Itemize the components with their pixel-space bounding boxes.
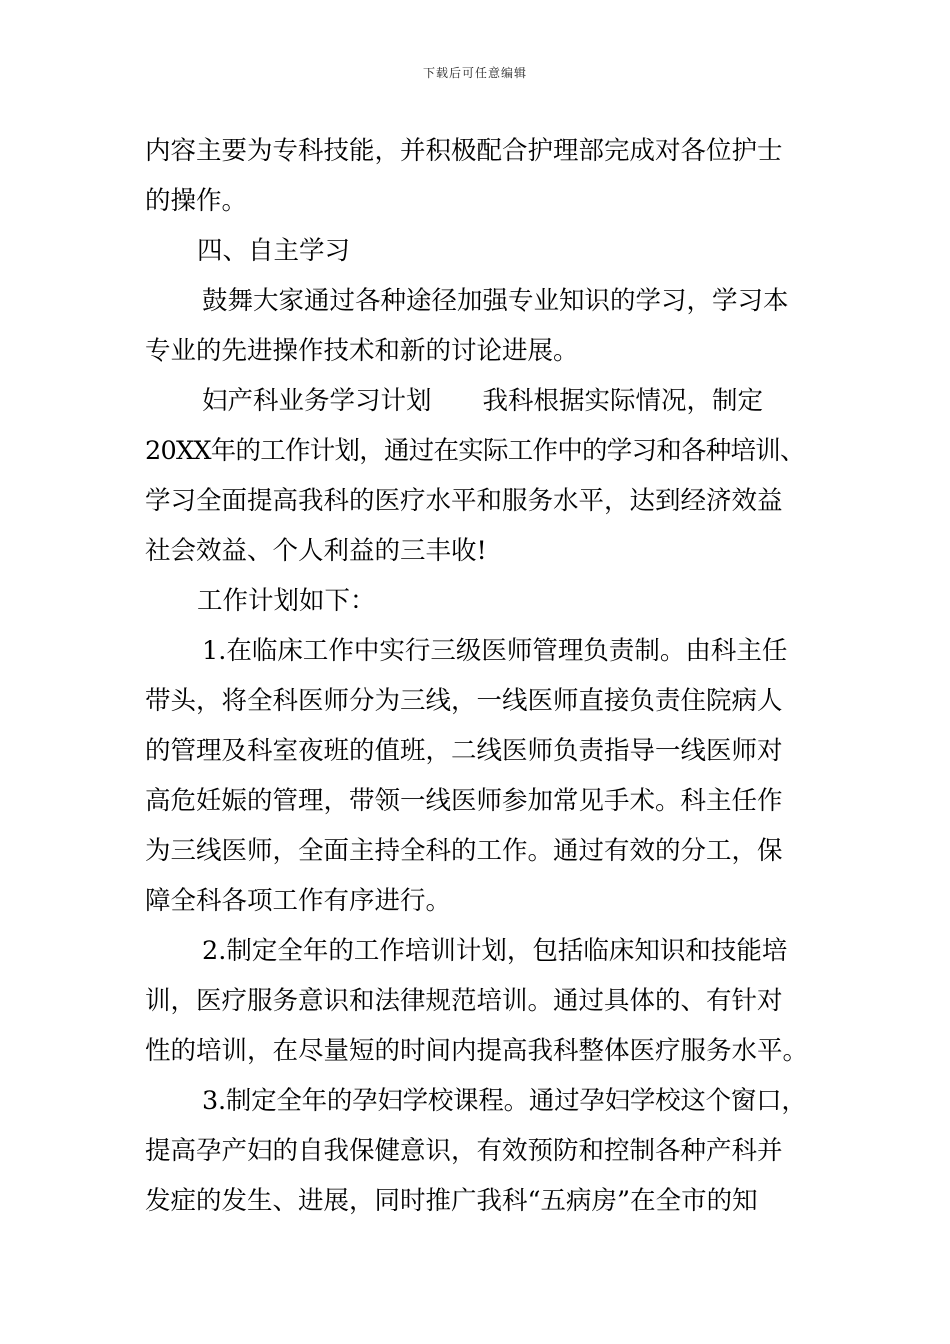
body-line: 社会效益、个人利益的三丰收!	[145, 536, 487, 566]
list-item: 1.在临床工作中实行三级医师管理负责制。由科主任	[202, 636, 788, 666]
body-line: 障全科各项工作有序进行。	[145, 886, 452, 916]
document-body	[145, 126, 810, 1226]
body-line: 妇产科业务学习计划 我科根据实际情况，制定	[202, 386, 764, 416]
body-line: 性的培训，在尽量短的时间内提高我科整体医疗服务水平。	[145, 1036, 809, 1066]
body-line: 发症的发生、进展，同时推广我科“五病房”在全市的知	[145, 1186, 758, 1216]
body-line: 带头，将全科医师分为三线，一线医师直接负责住院病人	[145, 686, 783, 716]
body-line: 20XX年的工作计划，通过在实际工作中的学习和各种培训、	[145, 436, 805, 466]
body-line: 鼓舞大家通过各种途径加强专业知识的学习，学习本	[202, 286, 789, 316]
body-line: 专业的先进操作技术和新的讨论进展。	[145, 336, 579, 366]
page-header: 下载后可任意编辑	[422, 66, 527, 80]
body-line: 为三线医师，全面主持全科的工作。通过有效的分工，保	[145, 836, 783, 866]
body-line: 工作计划如下：	[197, 586, 376, 616]
body-line: 提高孕产妇的自我保健意识，有效预防和控制各种产科并	[145, 1136, 783, 1166]
section-heading: 四、自主学习	[197, 236, 351, 266]
body-line: 高危妊娠的管理，带领一线医师参加常见手术。科主任作	[145, 786, 783, 816]
body-line: 的管理及科室夜班的值班，二线医师负责指导一线医师对	[145, 736, 783, 766]
body-line: 学习全面提高我科的医疗水平和服务水平，达到经济效益	[145, 486, 783, 516]
body-line: 训，医疗服务意识和法律规范培训。通过具体的、有针对	[145, 986, 783, 1016]
body-line: 内容主要为专科技能，并积极配合护理部完成对各位护士	[145, 136, 783, 166]
list-item: 3.制定全年的孕妇学校课程。通过孕妇学校这个窗口，	[202, 1086, 807, 1116]
body-line: 的操作。	[145, 186, 248, 216]
list-item: 2.制定全年的工作培训计划，包括临床知识和技能培	[202, 936, 788, 966]
